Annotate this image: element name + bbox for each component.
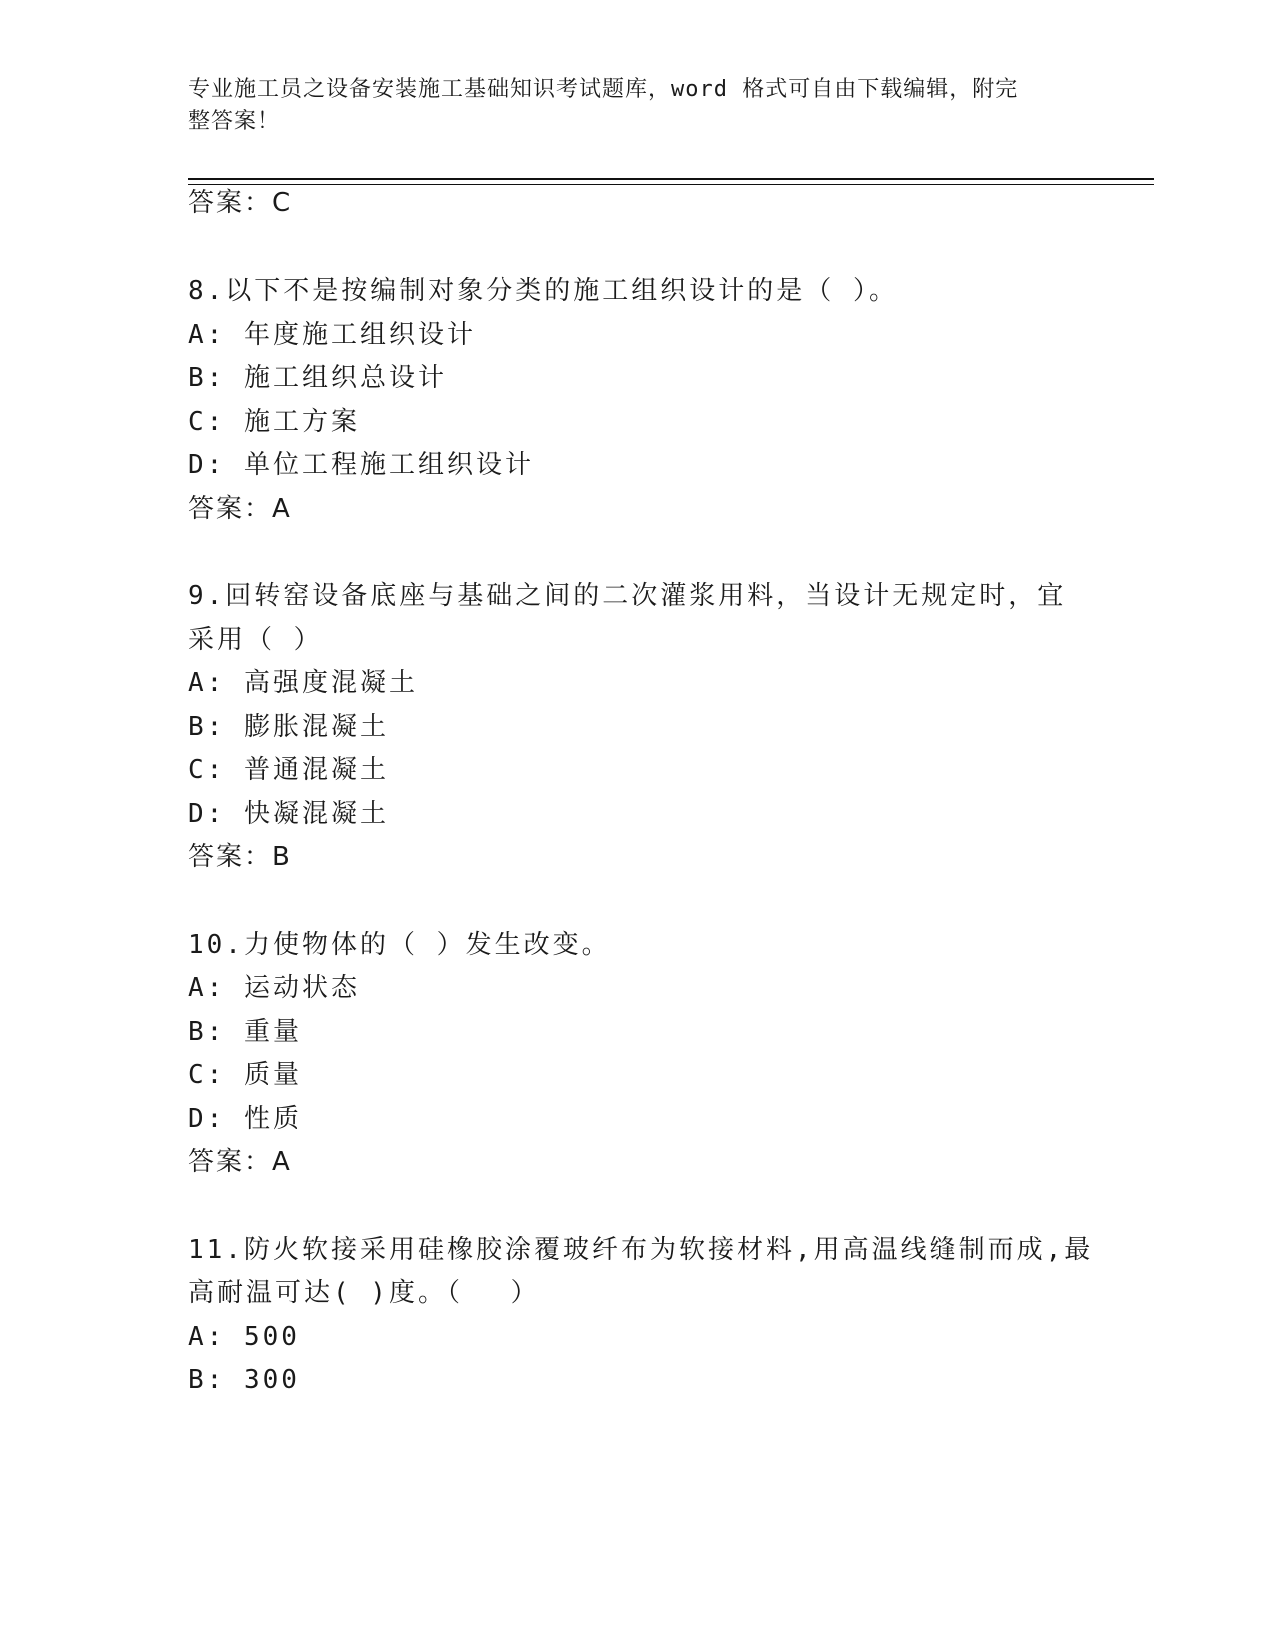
question-8-option-b: B: 施工组织总设计 [188, 363, 447, 393]
question-11-option-b: B: 300 [188, 1365, 300, 1395]
question-10-option-b: B: 重量 [188, 1017, 302, 1047]
question-10-option-c: C: 质量 [188, 1060, 302, 1090]
header-line-1: 专业施工员之设备安装施工基础知识考试题库，word 格式可自由下载编辑，附完 [188, 77, 1019, 102]
question-8-answer: 答案：A [188, 494, 292, 524]
question-10-option-d: D: 性质 [188, 1104, 302, 1134]
question-8-option-d: D: 单位工程施工组织设计 [188, 450, 534, 480]
question-11-option-a: A: 500 [188, 1322, 300, 1352]
question-9-option-b: B: 膨胀混凝土 [188, 712, 389, 742]
question-9-option-c: C: 普通混凝土 [188, 755, 389, 785]
question-10-stem: 10.力使物体的（ ）发生改变。 [188, 930, 611, 960]
question-9-answer: 答案：B [188, 842, 292, 872]
question-9-option-d: D: 快凝混凝土 [188, 799, 389, 829]
question-9-option-a: A: 高强度混凝土 [188, 668, 418, 698]
question-11-stem-line-2: 高耐温可达( )度。（ ） [188, 1278, 540, 1308]
question-11-stem-line-1: 11.防火软接采用硅橡胶涂覆玻纤布为软接材料,用高温线缝制而成,最 [188, 1235, 1094, 1265]
header-line-2: 整答案！ [188, 109, 281, 134]
header-text [188, 74, 1088, 138]
header-rule-thin [188, 184, 1154, 185]
question-8-option-c: C: 施工方案 [188, 407, 360, 437]
previous-answer: 答案：C [188, 188, 293, 218]
question-10-option-a: A: 运动状态 [188, 973, 360, 1003]
question-10-answer: 答案：A [188, 1147, 292, 1177]
question-9-stem-line-1: 9.回转窑设备底座与基础之间的二次灌浆用料，当设计无规定时，宜 [188, 581, 1067, 611]
question-9-stem-line-2: 采用（ ） [188, 625, 323, 655]
question-8-stem: 8.以下不是按编制对象分类的施工组织设计的是（ ）。 [188, 276, 898, 306]
question-8-option-a: A: 年度施工组织设计 [188, 320, 476, 350]
header-rule-thick [188, 178, 1154, 180]
